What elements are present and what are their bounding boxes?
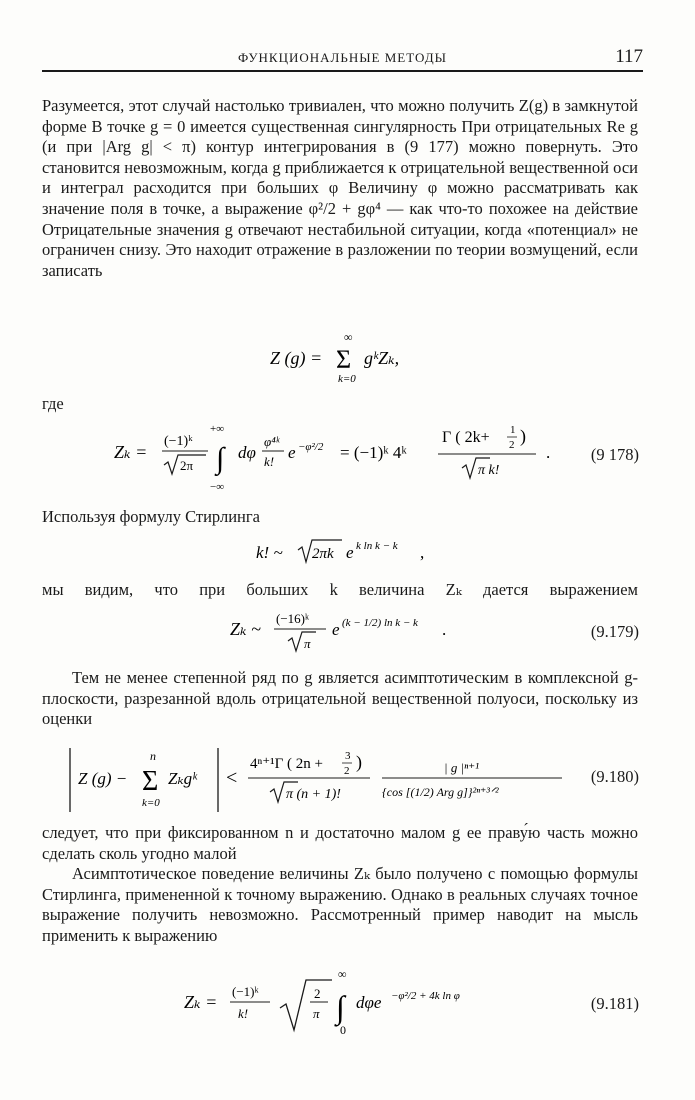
equation-number-9-181: (9.181) (590, 994, 639, 1013)
equation-number-9-178: (9 178) (590, 445, 639, 464)
f179-lhs: Zₖ ~ (230, 619, 261, 639)
series-sum-sign: Σ (336, 345, 352, 374)
f180-half-num: 3 (345, 750, 351, 762)
f181-exp-power: −φ²/2 + 4k ln φ (391, 990, 460, 1002)
f181-integrand: dφe (356, 993, 382, 1012)
f181-root-num: 2 (314, 986, 321, 1001)
f180-den1: π (n + 1)! (286, 787, 341, 802)
f180-sum-lower: k=0 (142, 797, 160, 809)
stirling-exp-base: e (346, 543, 354, 562)
f178-int-lower: −∞ (210, 481, 225, 493)
running-title: ФУНКЦИОНАЛЬНЫЕ МЕТОДЫ (238, 50, 447, 65)
f181-int-upper: ∞ (338, 967, 347, 981)
series-lhs: Z (g) = (270, 348, 323, 368)
f178-coef-den: 2π (180, 458, 194, 473)
f178-coef-num: (−1)ᵏ (164, 434, 193, 449)
f178-gamma-half-num: 1 (510, 424, 516, 436)
f178-frac-den: k! (264, 454, 275, 469)
series-summand: gᵏZₖ, (364, 348, 400, 368)
f178-int-sign: ∫ (216, 442, 225, 475)
f178-exp-power: −φ²/2 (298, 441, 324, 453)
formula-9-179 (230, 605, 460, 657)
f181-int-sign: ∫ (336, 989, 345, 1025)
formula-stirling (256, 534, 456, 568)
f180-lt: < (226, 767, 238, 789)
f178-gamma-close: ) (520, 426, 526, 446)
f178-exp-base: e (288, 443, 296, 462)
f178-dphi: dφ (238, 443, 256, 462)
equation-number-9-180: (9.180) (590, 767, 639, 786)
f178-int-upper: +∞ (210, 423, 225, 435)
f179-root-sign (288, 632, 316, 651)
f180-half-den: 2 (344, 765, 350, 777)
series-sum-lower: k=0 (338, 373, 356, 385)
f181-coef-den: k! (238, 1006, 249, 1021)
f179-den: π (304, 636, 311, 651)
f181-coef-num: (−1)ᵏ (232, 984, 259, 999)
f178-frac-num: φ⁴ᵏ (264, 434, 280, 449)
f178-gamma: Γ ( 2k+ (442, 429, 490, 446)
formula-series (270, 328, 430, 386)
f179-num: (−16)ᵏ (276, 611, 310, 626)
running-header (42, 46, 643, 72)
equation-number-9-179: (9.179) (590, 622, 639, 641)
f179-exp-base: e (332, 620, 340, 639)
f181-int-lower: 0 (340, 1023, 346, 1037)
page-number: 117 (615, 46, 643, 67)
f178-lhs: Zₖ = (114, 442, 148, 462)
formula-9-178 (112, 418, 562, 498)
f178-gamma-half-den: 2 (509, 439, 515, 451)
paragraph-stirling-note: Асимптотическое поведение величины Zₖ было получено с помощью формулы Стирлинга, примененной к точному выражению. Однако в реальных случаях точное выражение получить невозможно. Рассмотренный пример наводит на мысль применить к выражению (42, 864, 638, 945)
formula-9-180 (64, 740, 580, 820)
f178-rhs-den: π k! (478, 463, 500, 478)
f181-root-den: π (313, 1006, 320, 1021)
paragraph-conclusion: следует, что при фиксированном n и достаточно малом g ее праву́ю часть можно сделать сколь угодно малой (42, 823, 638, 863)
label-gde: где (42, 394, 64, 413)
f178-equals: = (−1)ᵏ 4ᵏ (340, 443, 407, 462)
f180-summand: Zₖgᵏ (168, 769, 197, 788)
stirling-end: , (420, 543, 425, 562)
series-sum-upper: ∞ (344, 330, 353, 344)
paragraph-intro: Разумеется, этот случай настолько тривиален, что можно получить Z(g) в замкнутой форме В точке g = 0 имеется существенная сингулярность При отрицательных Re g (и при |Arg g| < π) контур интегрирования в (9 177) можно повернуть. Это становится невозможным, когда g приближается к отрицательной вещественной оси и интеграл расходится при больших φ Величину φ можно рассматривать как значение поля в точке, а выражение φ²/2 + gφ⁴ — как что-то похожее на действие Отрицательные значения g отвечают нестабильной ситуации, когда «потенциал» не ограничен снизу. Это находит отражение в разложении по теории возмущений, если записать (42, 96, 638, 280)
stirling-lhs: k! ~ (256, 543, 283, 562)
f181-lhs: Zₖ = (184, 992, 218, 1012)
label-large-k: мы видим, что при больших k величина Zₖ дается выражением (42, 580, 638, 599)
f180-num1-close: ) (356, 752, 362, 772)
f180-num2: | g |ⁿ⁺¹ (444, 760, 480, 775)
f179-end: . (442, 620, 447, 639)
f178-end: . (546, 443, 551, 462)
f180-lhs: Z (g) − (78, 769, 128, 788)
stirling-exp-power: k ln k − k (356, 540, 398, 552)
f180-sum-sign: Σ (142, 766, 159, 797)
stirling-root-arg: 2πk (312, 546, 334, 562)
f181-root-sign (280, 980, 332, 1030)
f180-num1: 4ⁿ⁺¹Γ ( 2n + (250, 756, 324, 772)
f180-den2: {cos [(1/2) Arg g]}²ⁿ⁺³ᐟ² (382, 785, 499, 799)
f179-exp-power: (k − 1/2) ln k − k (342, 617, 418, 629)
label-stirling: Используя формулу Стирлинга (42, 507, 260, 526)
paragraph-asymptotic: Тем не менее степенной ряд по g является асимптотическим в комплексной g-плоскости, разрезанной вдоль отрицательной вещественной полуоси, поскольку из оценки (42, 668, 638, 729)
formula-9-181 (184, 966, 524, 1038)
f180-sum-upper: n (150, 749, 156, 763)
